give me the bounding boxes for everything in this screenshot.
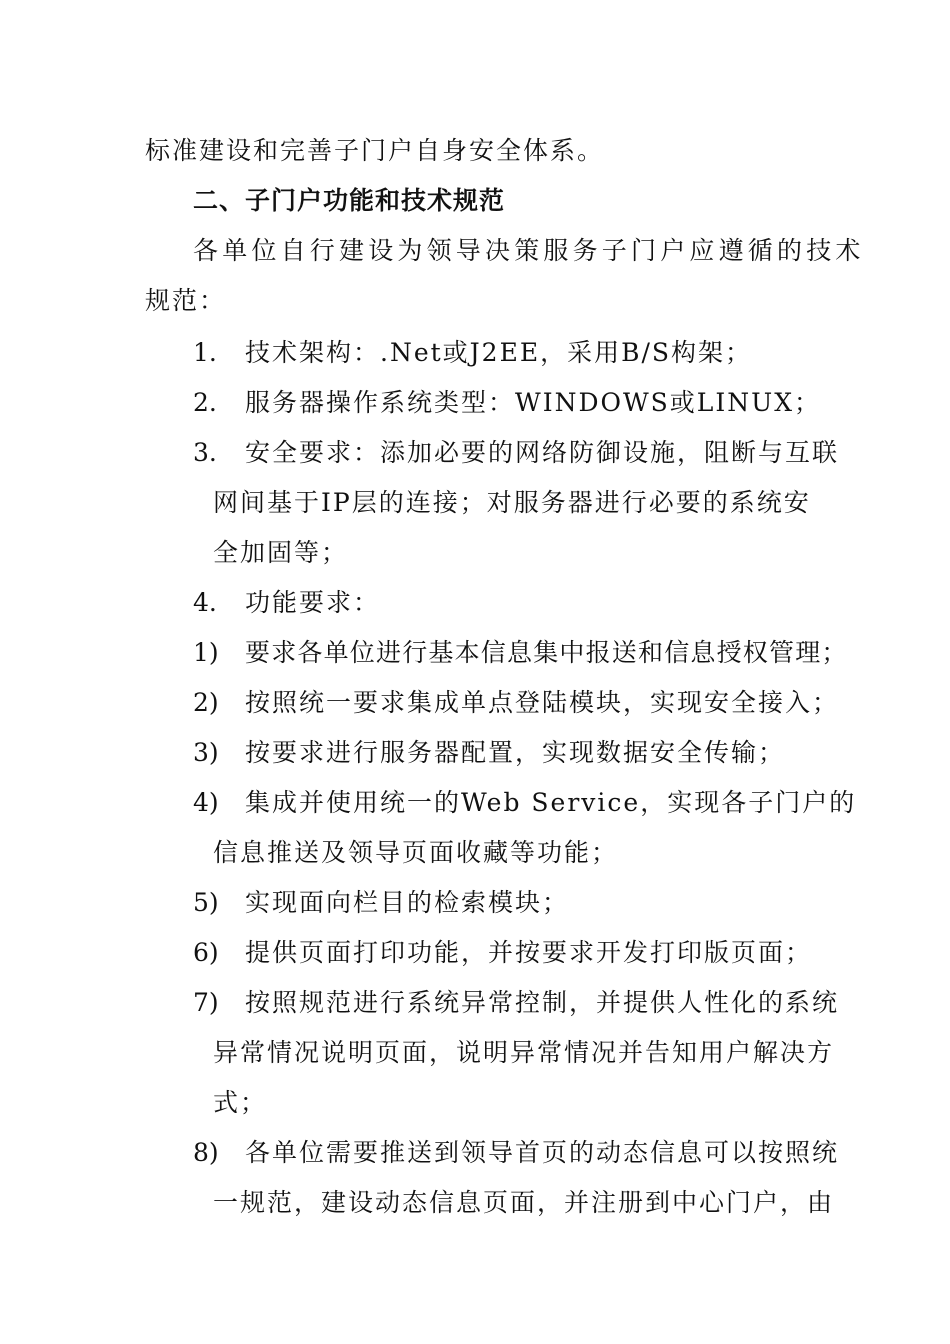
list-item-text: 网间基于IP层的连接；对服务器进行必要的系统安 bbox=[213, 488, 811, 517]
list-item-text: 安全要求：添加必要的网络防御设施，阻断与互联 bbox=[245, 438, 840, 467]
sublist-number: 1) bbox=[193, 638, 219, 667]
sublist-item-text: 各单位需要推送到领导首页的动态信息可以按照统 bbox=[245, 1138, 840, 1167]
sublist-number: 2) bbox=[193, 688, 219, 717]
list-item-text: 服务器操作系统类型：WINDOWS或LINUX； bbox=[245, 388, 822, 417]
sublist-item-text: 式； bbox=[213, 1088, 268, 1117]
sublist-item-text: 按照规范进行系统异常控制，并提供人性化的系统 bbox=[245, 988, 840, 1017]
section-heading: 二、子门户功能和技术规范 bbox=[193, 186, 506, 215]
sublist-item-text: 提供页面打印功能，并按要求开发打印版页面； bbox=[245, 938, 813, 967]
sublist-number: 7) bbox=[193, 988, 219, 1017]
sublist-item-text: 集成并使用统一的Web Service，实现各子门户的 bbox=[245, 788, 857, 817]
list-number: 2. bbox=[193, 388, 217, 417]
sublist-number: 4) bbox=[193, 788, 219, 817]
intro-line: 规范： bbox=[145, 286, 227, 315]
sublist-number: 8) bbox=[193, 1138, 219, 1167]
sublist-item-text: 按照统一要求集成单点登陆模块，实现安全接入； bbox=[245, 688, 840, 717]
list-number: 4. bbox=[193, 588, 217, 617]
sublist-number: 5) bbox=[193, 888, 219, 917]
sublist-item-text: 异常情况说明页面，说明异常情况并告知用户解决方 bbox=[213, 1038, 835, 1067]
sublist-item-text: 要求各单位进行基本信息集中报送和信息授权管理； bbox=[245, 638, 848, 667]
sublist-item-text: 实现面向栏目的检索模块； bbox=[245, 888, 570, 917]
list-item-text: 全加固等； bbox=[213, 538, 349, 567]
list-item-text: 功能要求： bbox=[245, 588, 381, 617]
list-number: 3. bbox=[193, 438, 217, 467]
paragraph-line: 标准建设和完善子门户自身安全体系。 bbox=[145, 136, 605, 165]
list-item-text: 技术架构：.Net或J2EE，采用B/S构架； bbox=[245, 338, 753, 367]
sublist-item-text: 信息推送及领导页面收藏等功能； bbox=[213, 838, 619, 867]
sublist-item-text: 按要求进行服务器配置，实现数据安全传输； bbox=[245, 738, 786, 767]
sublist-number: 3) bbox=[193, 738, 219, 767]
list-number: 1. bbox=[193, 338, 217, 367]
intro-line: 各单位自行建设为领导决策服务子门户应遵循的技术 bbox=[193, 236, 865, 265]
sublist-number: 6) bbox=[193, 938, 219, 967]
sublist-item-text: 一规范，建设动态信息页面，并注册到中心门户，由 bbox=[213, 1188, 835, 1217]
